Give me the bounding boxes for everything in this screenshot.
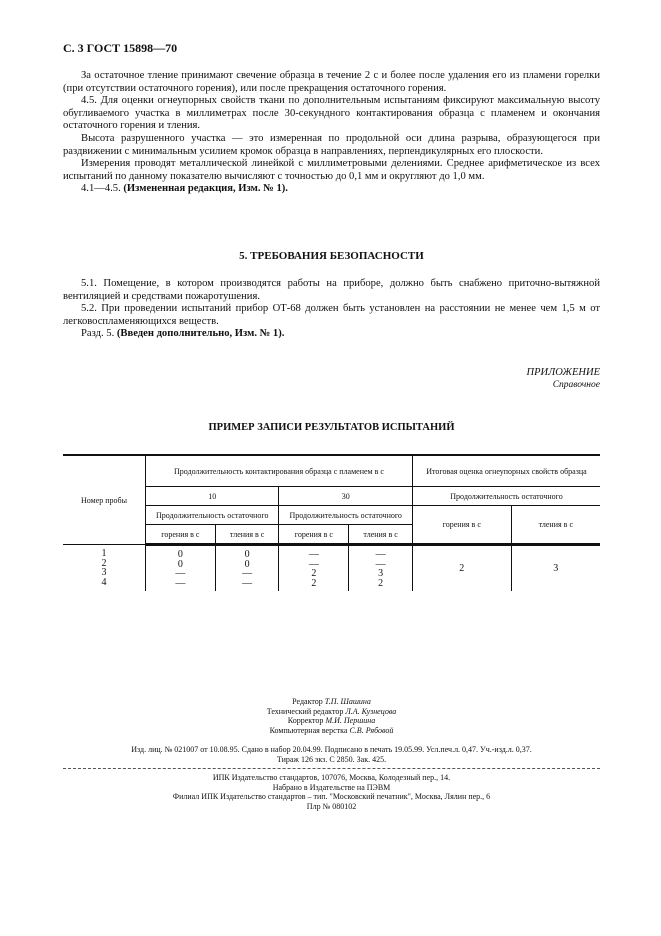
header-final-residual: Продолжительность остаточного: [412, 487, 600, 506]
cell-burning-30: — — 2 2: [279, 545, 349, 592]
amendment-prefix: Разд. 5.: [81, 328, 117, 340]
header-residual-10: Продолжительность остаточного: [146, 506, 279, 525]
amendment-bold: (Введен дополнительно, Изм. № 1).: [116, 328, 285, 340]
amendment-note: [63, 328, 600, 341]
header-residual-30: Продолжительность остаточного: [279, 506, 412, 525]
printer-info: [63, 773, 600, 811]
paragraph: Измерения проводят металлической линейкой с миллиметровыми делениями. Среднее арифметическое из всех испытаний по данному показателю вычисляют с точностью до 0,1 мм и округляют до 1,0 мм.: [63, 158, 600, 182]
header-burning-30: горения в с: [279, 525, 349, 545]
pub-line: Тираж 126 экз. С 2850. Зак. 425.: [276, 754, 387, 764]
paragraph: 4.5. Для оценки огнеупорных свойств ткани по дополнительным испытаниям фиксируют максимальную высоту обугливаемого участка в миллиметрах после 30-секундного контактирования образца с пламенем и окончания остаточного горения и тления.: [63, 95, 600, 132]
appendix-subtitle: Справочное: [552, 380, 600, 390]
results-table: [63, 454, 600, 591]
header-final-smoldering: тления в с: [511, 506, 600, 545]
cell-final-smoldering: 3: [511, 545, 600, 592]
credit-editor: [63, 697, 600, 707]
credit-label: Корректор: [287, 716, 324, 725]
divider: [63, 768, 600, 769]
printer-line: Плр № 080102: [306, 801, 357, 811]
cell-smoldering-10: 0 0 — —: [215, 545, 279, 592]
header-smoldering-10: тления в с: [215, 525, 279, 545]
cell-samples: 1 2 3 4: [63, 545, 146, 592]
cell-final-burning: 2: [412, 545, 511, 592]
paragraph: 5.2. При проведении испытаний прибор ОТ-68 должен быть установлен на расстоянии не менее чем 1,5 м от легковоспламеняющихся веществ.: [63, 303, 600, 327]
credit-tech: [63, 707, 600, 717]
credit-label: Технический редактор: [266, 706, 344, 716]
credit-layout: [63, 726, 600, 736]
header-final-burning: горения в с: [412, 506, 511, 545]
credits: [63, 697, 600, 735]
cell-burning-10: 0 0 — —: [146, 545, 216, 592]
header-duration: Продолжительность контактирования образца с пламенем в с: [146, 455, 413, 487]
header-sample: Номер пробы: [63, 455, 146, 545]
header-smoldering-30: тления в с: [349, 525, 413, 545]
credit-label: Редактор: [292, 697, 323, 706]
body-text: [63, 70, 600, 196]
printer-line: ИПК Издательство стандартов, 107076, Москва, Колодезный пер., 14.: [212, 773, 451, 782]
appendix-title: ПРИЛОЖЕНИЕ: [526, 367, 600, 378]
header-30: 30: [279, 487, 412, 506]
credit-name: Л.А. Кузнецова: [345, 706, 397, 716]
amendment-prefix: 4.1—4.5.: [81, 183, 124, 195]
publication-info: [63, 745, 600, 764]
credit-label: Компьютерная верстка: [269, 725, 348, 735]
amendment-bold: (Измененная редакция, Изм. № 1).: [123, 183, 288, 195]
paragraph: За остаточное тление принимают свечение образца в течение 2 с и более после удаления его из пламени горелки (при отсутствии остаточного горения), или после прекращения остаточного горения.: [63, 70, 600, 94]
paragraph: Высота разрушенного участка — это измеренная по продольной оси длина разрыва, образующегося при раздвижении с минимальным усилием кромок образца в направлениях, перпендикулярных его плоскости.: [63, 132, 600, 157]
credit-name: М.И. Першина: [325, 716, 376, 725]
amendment-note: [63, 183, 600, 196]
cell-smoldering-30: — — 3 2: [349, 545, 413, 592]
header-burning-10: горения в с: [146, 525, 216, 545]
printer-line: Филиал ИПК Издательство стандартов – тип. "Московский печатник", Москва, Лялин пер., 6: [172, 792, 491, 801]
pub-line: Изд. лиц. № 021007 от 10.08.95. Сдано в набор 20.04.99. Подписано в печать 19.05.99. Усл.печ.л. 0,47. Уч.-изд.л. 0,37.: [131, 745, 532, 754]
section-text: [63, 278, 600, 341]
header-final: Итоговая оценка огнеупорных свойств образца: [412, 455, 600, 487]
header-10: 10: [146, 487, 279, 506]
appendix-label: [527, 367, 601, 391]
paragraph: 5.1. Помещение, в котором производятся работы на приборе, должно быть снабжено приточно-вытяжной вентиляцией и средствами пожаротушения.: [63, 278, 600, 302]
credit-name: С.В. Рябовой: [349, 725, 394, 735]
section-title: 5. ТРЕБОВАНИЯ БЕЗОПАСНОСТИ: [239, 250, 424, 262]
page-header: С. 3 ГОСТ 15898—70: [63, 41, 178, 55]
printer-line: Набрано в Издательстве на ПЭВМ: [272, 782, 391, 792]
credit-corrector: [63, 716, 600, 726]
credit-name: Т.П. Шашина: [324, 697, 371, 706]
table-title: ПРИМЕР ЗАПИСИ РЕЗУЛЬТАТОВ ИСПЫТАНИЙ: [208, 422, 455, 433]
